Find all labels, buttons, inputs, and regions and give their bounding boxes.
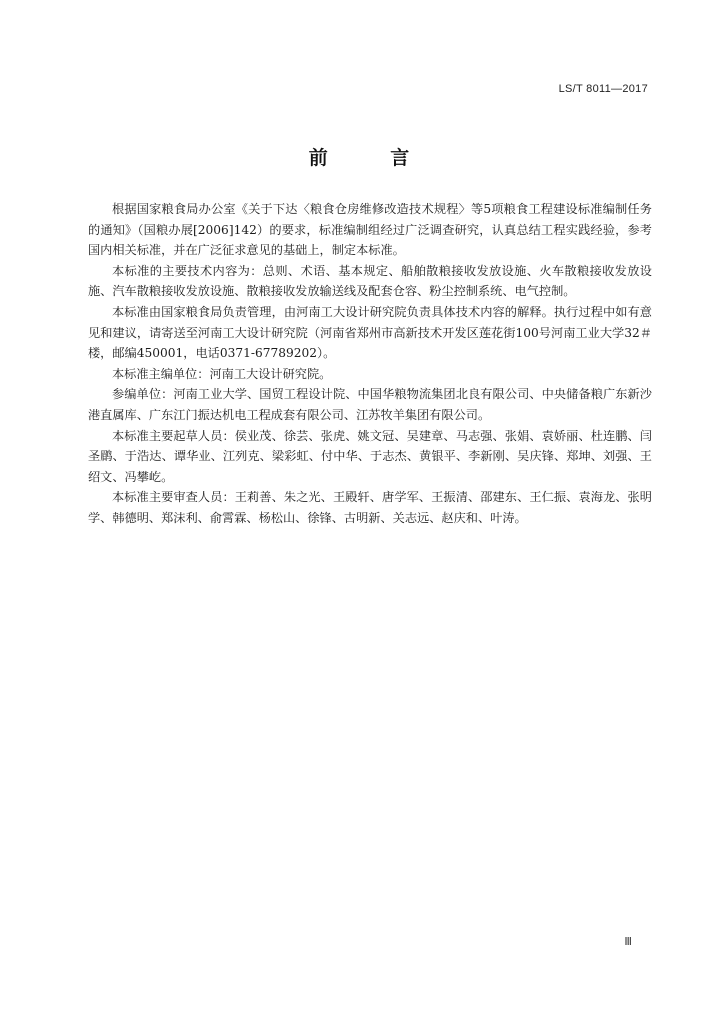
paragraph-background: 根据国家粮食局办公室《关于下达〈粮食仓房维修改造技术规程〉等5项粮食工程建设标准编制任务的通知》（国粮办展[2006]142）的要求，标准编制组经过广泛调查研究，认真总结工程实践经验，参考国内相关标准，并在广泛征求意见的基础上，制定本标准。 — [88, 202, 652, 258]
paragraph-participating-units: 参编单位：河南工业大学、国贸工程设计院、中国华粮物流集团北良有限公司、中央储备粮广东新沙港直属库、广东江门振达机电工程成套有限公司、江苏牧羊集团有限公司。 — [88, 387, 652, 422]
paragraph-drafters: 本标准主要起草人员：侯业茂、徐芸、张虎、姚文冠、吴建章、马志强、张娟、袁娇丽、杜连鹏、闫圣鹛、于浩达、谭华业、江列克、梁彩虹、付中华、于志杰、黄银平、李新刚、吴庆锋、郑坤、刘强、王绍文、冯攀屹。 — [88, 428, 652, 484]
preface-body — [88, 199, 652, 529]
page-number: Ⅲ — [624, 936, 632, 948]
paragraph-main-content: 本标准的主要技术内容为：总则、术语、基本规定、船舶散粮接收发放设施、火车散粮接收发放设施、汽车散粮接收发放设施、散粮接收发放输送线及配套仓容、粉尘控制系统、电气控制。 — [88, 263, 652, 299]
paragraph-chief-editor: 本标准主编单位：河南工大设计研究院。 — [112, 366, 332, 381]
paragraph-management: 本标准由国家粮食局负责管理，由河南工大设计研究院负责具体技术内容的解释。执行过程中如有意见和建议，请寄送至河南工大设计研究院（河南省郑州市高新技术开发区莲花街100号河南工业大学32＃楼，邮编450001，电话0371-67789202）。 — [88, 304, 652, 361]
paragraph-reviewers: 本标准主要审查人员：王莉善、朱之光、王殿轩、唐学军、王振清、邵建东、王仁振、袁海龙、张明学、韩德明、郑沫利、俞霄霖、杨松山、徐锋、古明新、关志远、赵庆和、叶涛。 — [88, 490, 652, 525]
standard-code: LS/T 8011—2017 — [558, 83, 648, 95]
page-title: 前 言 — [308, 147, 438, 169]
